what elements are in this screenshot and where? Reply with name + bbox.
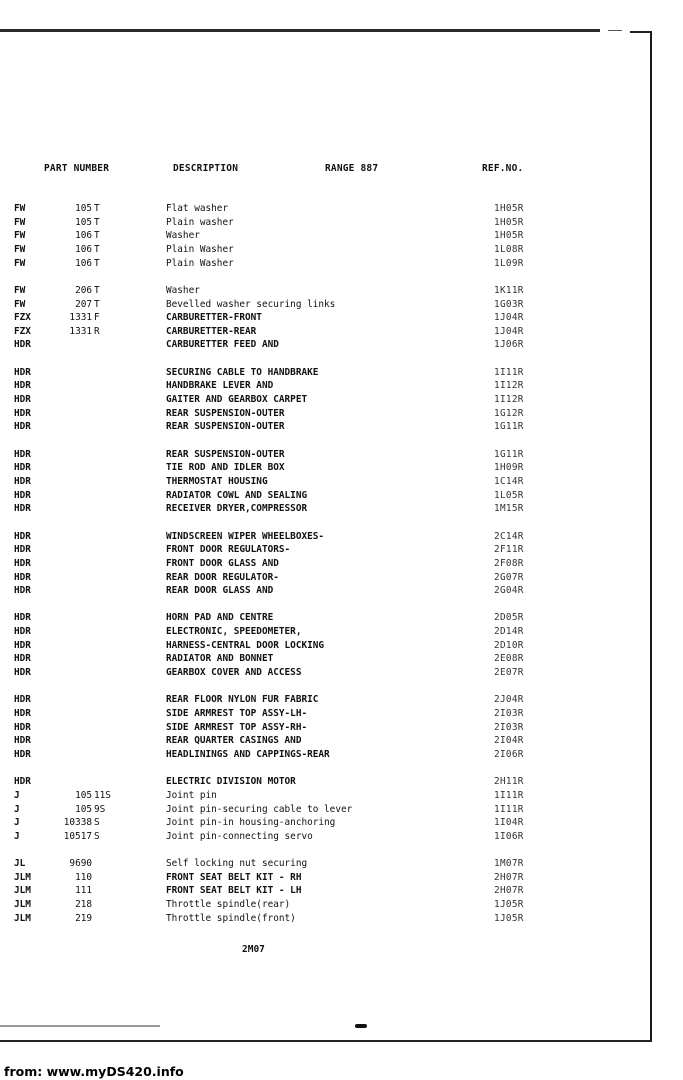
part-prefix: HDR [14, 694, 31, 705]
table-row [0, 817, 640, 829]
ref-number: 2D14R [494, 626, 524, 637]
header-ref-no: REF.NO. [482, 163, 524, 174]
top-border-corner [630, 31, 652, 33]
table-row [0, 858, 640, 870]
ref-number: 2J04R [494, 694, 524, 705]
part-prefix: HDR [14, 394, 31, 405]
table-row [0, 449, 640, 461]
page-number: 2M07 [242, 944, 265, 955]
part-suffix: S [94, 817, 100, 828]
part-description: Plain Washer [166, 244, 234, 255]
part-description: HEADLININGS AND CAPPINGS-REAR [166, 749, 330, 760]
part-prefix: HDR [14, 367, 31, 378]
ref-number: 2I03R [494, 722, 524, 733]
table-row [0, 585, 640, 597]
right-border-line [650, 31, 652, 1041]
part-description: SIDE ARMREST TOP ASSY-RH- [166, 722, 308, 733]
top-border-segment [608, 30, 622, 31]
ref-number: 1K11R [494, 285, 524, 296]
ref-number: 2I04R [494, 735, 524, 746]
ref-number: 1I12R [494, 380, 524, 391]
ref-number: 1L05R [494, 490, 524, 501]
part-prefix: HDR [14, 640, 31, 651]
part-number: 111 [75, 885, 92, 896]
part-description: THERMOSTAT HOUSING [166, 476, 268, 487]
table-row [0, 339, 640, 351]
table-row [0, 653, 640, 665]
part-number: 1331 [69, 326, 92, 337]
part-prefix: HDR [14, 503, 31, 514]
ref-number: 1I11R [494, 790, 524, 801]
part-description: RADIATOR COWL AND SEALING [166, 490, 308, 501]
part-prefix: HDR [14, 626, 31, 637]
part-description: FRONT SEAT BELT KIT - RH [166, 872, 302, 883]
part-description: REAR DOOR REGULATOR- [166, 572, 279, 583]
part-description: WINDSCREEN WIPER WHEELBOXES- [166, 531, 325, 542]
part-prefix: FW [14, 299, 26, 310]
part-description: TIE ROD AND IDLER BOX [166, 462, 285, 473]
ref-number: 1J05R [494, 913, 524, 924]
part-description: CARBURETTER-FRONT [166, 312, 262, 323]
ref-number: 2I03R [494, 708, 524, 719]
part-number: 9690 [69, 858, 92, 869]
part-prefix: JLM [14, 899, 31, 910]
ref-number: 2G07R [494, 572, 524, 583]
part-prefix: HDR [14, 708, 31, 719]
part-prefix: HDR [14, 408, 31, 419]
part-number: 106 [75, 230, 92, 241]
part-prefix: FW [14, 230, 26, 241]
part-description: Throttle spindle(rear) [166, 899, 291, 910]
ref-number: 2E07R [494, 667, 524, 678]
part-prefix: HDR [14, 421, 31, 432]
ref-number: 1M15R [494, 503, 524, 514]
part-prefix: JLM [14, 885, 31, 896]
ref-number: 2G04R [494, 585, 524, 596]
part-description: REAR QUARTER CASINGS AND [166, 735, 302, 746]
part-prefix: HDR [14, 735, 31, 746]
table-row [0, 913, 640, 925]
source-footer: from: www.myDS420.info [4, 1064, 184, 1079]
table-row [0, 312, 640, 324]
part-description: Plain washer [166, 217, 234, 228]
part-suffix: T [94, 299, 100, 310]
table-row [0, 708, 640, 720]
part-description: Throttle spindle(front) [166, 913, 296, 924]
table-row [0, 408, 640, 420]
ref-number: 2F08R [494, 558, 524, 569]
part-number: 218 [75, 899, 92, 910]
table-row [0, 612, 640, 624]
table-row [0, 258, 640, 270]
part-description: Self locking nut securing [166, 858, 308, 869]
part-number: 105 [75, 203, 92, 214]
part-description: FRONT DOOR REGULATORS- [166, 544, 291, 555]
part-prefix: HDR [14, 558, 31, 569]
ref-number: 1I11R [494, 804, 524, 815]
ref-number: 2I06R [494, 749, 524, 760]
bottom-border-line [0, 1040, 652, 1042]
part-prefix: HDR [14, 531, 31, 542]
table-row [0, 299, 640, 311]
part-description: REAR SUSPENSION-OUTER [166, 421, 285, 432]
table-row [0, 572, 640, 584]
part-description: FRONT SEAT BELT KIT - LH [166, 885, 302, 896]
part-prefix: HDR [14, 544, 31, 555]
ref-number: 2H11R [494, 776, 524, 787]
ref-number: 1H05R [494, 230, 524, 241]
ref-number: 1G12R [494, 408, 524, 419]
part-description: GAITER AND GEARBOX CARPET [166, 394, 308, 405]
table-row [0, 626, 640, 638]
table-row [0, 462, 640, 474]
part-prefix: HDR [14, 585, 31, 596]
part-description: REAR DOOR GLASS AND [166, 585, 274, 596]
ref-number: 2H07R [494, 872, 524, 883]
part-description: RECEIVER DRYER,COMPRESSOR [166, 503, 308, 514]
ref-number: 1I11R [494, 367, 524, 378]
part-prefix: JLM [14, 913, 31, 924]
ref-number: 1G03R [494, 299, 524, 310]
part-number: 106 [75, 244, 92, 255]
part-description: HARNESS-CENTRAL DOOR LOCKING [166, 640, 325, 651]
part-description: REAR FLOOR NYLON FUR FABRIC [166, 694, 319, 705]
part-description: CARBURETTER-REAR [166, 326, 257, 337]
ref-number: 1H05R [494, 203, 524, 214]
part-suffix: T [94, 244, 100, 255]
part-prefix: HDR [14, 722, 31, 733]
ref-number: 2D10R [494, 640, 524, 651]
table-row [0, 217, 640, 229]
table-row [0, 694, 640, 706]
table-row [0, 558, 640, 570]
part-prefix: J [14, 817, 20, 828]
part-prefix: J [14, 831, 20, 842]
ref-number: 1J04R [494, 326, 524, 337]
part-description: CARBURETTER FEED AND [166, 339, 279, 350]
ref-number: 2D05R [494, 612, 524, 623]
part-suffix: S [94, 831, 100, 842]
table-row [0, 722, 640, 734]
part-suffix: T [94, 258, 100, 269]
part-number: 206 [75, 285, 92, 296]
part-suffix: T [94, 230, 100, 241]
part-description: GEARBOX COVER AND ACCESS [166, 667, 302, 678]
part-number: 1331 [69, 312, 92, 323]
part-number: 105 [75, 217, 92, 228]
bottom-faint-line [0, 1025, 160, 1027]
part-description: Flat washer [166, 203, 229, 214]
part-prefix: FW [14, 217, 26, 228]
part-prefix: J [14, 790, 20, 801]
table-row [0, 640, 640, 652]
part-description: REAR SUSPENSION-OUTER [166, 449, 285, 460]
table-row [0, 872, 640, 884]
part-number: 110 [75, 872, 92, 883]
part-prefix: FW [14, 244, 26, 255]
part-description: ELECTRIC DIVISION MOTOR [166, 776, 296, 787]
part-prefix: HDR [14, 490, 31, 501]
part-suffix: T [94, 285, 100, 296]
part-prefix: HDR [14, 667, 31, 678]
table-row [0, 885, 640, 897]
part-number: 219 [75, 913, 92, 924]
part-prefix: HDR [14, 339, 31, 350]
part-number: 10338 [63, 817, 92, 828]
ref-number: 1I06R [494, 831, 524, 842]
table-row [0, 503, 640, 515]
part-suffix: F [94, 312, 100, 323]
part-prefix: FW [14, 203, 26, 214]
part-prefix: HDR [14, 380, 31, 391]
part-description: RADIATOR AND BONNET [166, 653, 274, 664]
table-row [0, 831, 640, 843]
part-prefix: JLM [14, 872, 31, 883]
table-row [0, 804, 640, 816]
part-prefix: HDR [14, 476, 31, 487]
part-number: 105 [75, 790, 92, 801]
part-prefix: JL [14, 858, 26, 869]
header-description: DESCRIPTION [173, 163, 239, 174]
ref-number: 2F11R [494, 544, 524, 555]
part-description: FRONT DOOR GLASS AND [166, 558, 279, 569]
header-part-number: PART NUMBER [44, 163, 110, 174]
ref-number: 2H07R [494, 885, 524, 896]
ref-number: 2C14R [494, 531, 524, 542]
table-row [0, 230, 640, 242]
part-description: Plain Washer [166, 258, 234, 269]
header-range: RANGE 887 [325, 163, 379, 174]
ref-number: 1C14R [494, 476, 524, 487]
part-description: Bevelled washer securing links [166, 299, 336, 310]
table-row [0, 421, 640, 433]
table-row [0, 899, 640, 911]
ref-number: 1I04R [494, 817, 524, 828]
ref-number: 1H05R [494, 217, 524, 228]
table-row [0, 367, 640, 379]
part-prefix: FW [14, 285, 26, 296]
ref-number: 1L08R [494, 244, 524, 255]
table-row [0, 490, 640, 502]
part-suffix: T [94, 217, 100, 228]
table-row [0, 244, 640, 256]
part-prefix: HDR [14, 776, 31, 787]
table-row [0, 203, 640, 215]
table-row [0, 285, 640, 297]
part-description: REAR SUSPENSION-OUTER [166, 408, 285, 419]
part-description: HORN PAD AND CENTRE [166, 612, 274, 623]
table-row [0, 380, 640, 392]
table-row [0, 776, 640, 788]
part-prefix: HDR [14, 749, 31, 760]
table-row [0, 531, 640, 543]
part-description: Joint pin-securing cable to lever [166, 804, 353, 815]
ref-number: 1I12R [494, 394, 524, 405]
part-prefix: HDR [14, 572, 31, 583]
part-description: Washer [166, 230, 200, 241]
part-description: SIDE ARMREST TOP ASSY-LH- [166, 708, 308, 719]
part-suffix: 9S [94, 804, 106, 815]
part-prefix: HDR [14, 612, 31, 623]
part-suffix: T [94, 203, 100, 214]
part-number: 207 [75, 299, 92, 310]
ref-number: 1J04R [494, 312, 524, 323]
part-description: ELECTRONIC, SPEEDOMETER, [166, 626, 302, 637]
ref-number: 1L09R [494, 258, 524, 269]
table-row [0, 394, 640, 406]
ref-number: 2E08R [494, 653, 524, 664]
part-description: SECURING CABLE TO HANDBRAKE [166, 367, 319, 378]
table-row [0, 749, 640, 761]
column-header [0, 163, 640, 177]
table-row [0, 790, 640, 802]
part-description: Joint pin-in housing-anchoring [166, 817, 336, 828]
table-row [0, 735, 640, 747]
ink-smudge [355, 1024, 367, 1028]
part-prefix: HDR [14, 462, 31, 473]
ref-number: 1H09R [494, 462, 524, 473]
ref-number: 1G11R [494, 449, 524, 460]
table-row [0, 667, 640, 679]
part-description: HANDBRAKE LEVER AND [166, 380, 274, 391]
table-row [0, 476, 640, 488]
ref-number: 1G11R [494, 421, 524, 432]
ref-number: 1J06R [494, 339, 524, 350]
part-number: 106 [75, 258, 92, 269]
part-prefix: FZX [14, 312, 31, 323]
table-row [0, 544, 640, 556]
part-prefix: FW [14, 258, 26, 269]
table-row [0, 326, 640, 338]
part-suffix: R [94, 326, 100, 337]
part-description: Joint pin [166, 790, 217, 801]
part-suffix: 11S [94, 790, 111, 801]
part-prefix: J [14, 804, 20, 815]
part-prefix: HDR [14, 653, 31, 664]
top-border-line [0, 29, 600, 32]
part-prefix: FZX [14, 326, 31, 337]
part-number: 10517 [63, 831, 92, 842]
ref-number: 1M07R [494, 858, 524, 869]
ref-number: 1J05R [494, 899, 524, 910]
part-description: Joint pin-connecting servo [166, 831, 313, 842]
part-description: Washer [166, 285, 200, 296]
part-prefix: HDR [14, 449, 31, 460]
part-number: 105 [75, 804, 92, 815]
